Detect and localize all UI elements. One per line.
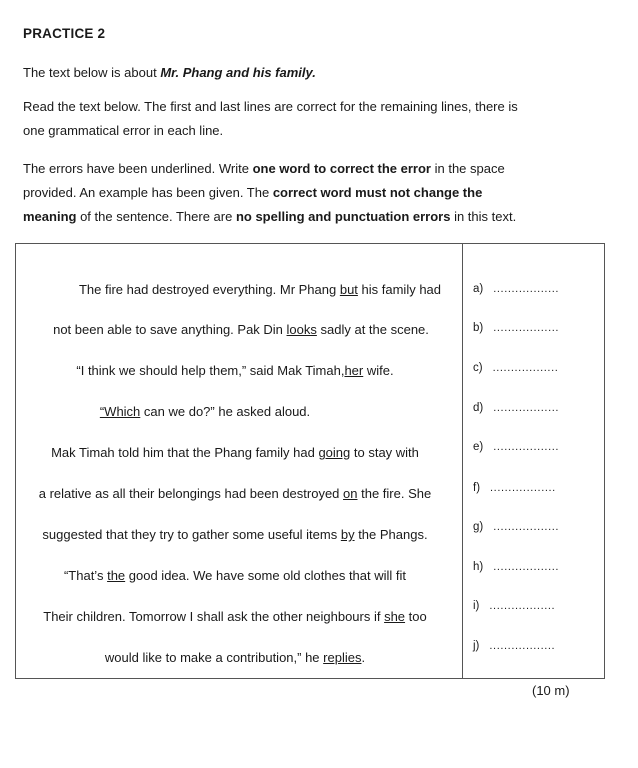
underlined-error: her: [344, 363, 364, 378]
instructions-line-1: Read the text below. The first and last lines are correct for the remaining lines, there is: [23, 99, 518, 114]
answer-dotted-line[interactable]: ..................: [493, 402, 560, 414]
passage-line: [40, 282, 480, 297]
underlined-error: going: [318, 445, 351, 460]
answer-label: i): [473, 600, 480, 612]
answer-dotted-line[interactable]: ..................: [493, 441, 560, 453]
passage-line: [21, 322, 461, 337]
notes-text: in this text.: [450, 209, 517, 224]
answer-label: b): [473, 322, 484, 334]
line-text: wife.: [363, 363, 394, 378]
answer-dotted-line[interactable]: ..................: [489, 640, 556, 652]
notes-line-3: [23, 205, 516, 229]
answer-blank[interactable]: [473, 561, 559, 573]
line-text: Their children. Tomorrow I shall ask the other neighbours if: [43, 609, 385, 624]
passage-line: [15, 527, 455, 542]
answer-label: d): [473, 402, 484, 414]
line-text: “That’s: [63, 568, 108, 583]
passage-line: [15, 445, 455, 460]
instructions-line-2: one grammatical error in each line.: [23, 123, 224, 138]
answer-label: g): [473, 521, 484, 533]
answer-label: e): [473, 441, 484, 453]
total-marks: (10 m): [532, 683, 570, 698]
answer-blank[interactable]: [473, 640, 555, 652]
notes-text: of the sentence. There are: [76, 209, 236, 224]
underlined-error: replies: [323, 650, 362, 665]
answer-dotted-line[interactable]: ..................: [489, 600, 556, 612]
line-text: Mak Timah told him that the Phang family had: [51, 445, 319, 460]
notes-emphasis: correct word must not change the: [272, 185, 483, 200]
underlined-error: she: [384, 609, 406, 624]
notes-emphasis: no spelling and punctuation errors: [235, 209, 451, 224]
underlined-error: but: [339, 282, 358, 297]
underlined-error: the: [107, 568, 126, 583]
line-text: a relative as all their belongings had been destroyed: [38, 486, 344, 501]
answer-blank[interactable]: [473, 441, 559, 453]
passage-line: [15, 568, 455, 583]
passage-line: [15, 363, 455, 378]
underlined-error: “Which: [99, 404, 141, 419]
answer-blank[interactable]: [473, 283, 559, 295]
line-text: The fire had destroyed everything. Mr Phang: [78, 282, 340, 297]
answer-label: j): [473, 640, 480, 652]
line-text: good idea. We have some old clothes that will fit: [125, 568, 407, 583]
underlined-error: by: [340, 527, 355, 542]
passage-line: [0, 404, 425, 419]
answer-blank[interactable]: [473, 600, 555, 612]
line-text: would like to make a contribution,” he: [104, 650, 324, 665]
line-text: sadly at the scene.: [316, 322, 429, 337]
intro-topic: Mr. Phang and his family.: [160, 65, 316, 80]
notes-line-2: [23, 181, 516, 205]
answer-dotted-line[interactable]: ..................: [490, 482, 556, 494]
answer-label: c): [473, 362, 483, 374]
instructions: [23, 95, 518, 143]
passage-line: [15, 650, 455, 665]
column-divider: [462, 243, 463, 679]
answer-label: a): [473, 283, 484, 295]
answer-dotted-line[interactable]: ..................: [492, 362, 559, 374]
passage-line: [15, 486, 455, 501]
passage-line: [15, 609, 455, 624]
answer-dotted-line[interactable]: ..................: [493, 561, 560, 573]
line-text: his family had: [357, 282, 442, 297]
answer-blank[interactable]: [473, 322, 559, 334]
line-text: the Phangs.: [354, 527, 428, 542]
line-text: .: [361, 650, 366, 665]
answer-blank[interactable]: [473, 521, 559, 533]
notes-text: provided. An example has been given. The: [23, 185, 273, 200]
line-text: to stay with: [350, 445, 419, 460]
answer-label: f): [473, 482, 481, 494]
answer-dotted-line[interactable]: ..................: [493, 521, 560, 533]
underlined-error: looks: [286, 322, 317, 337]
underlined-error: on: [343, 486, 358, 501]
line-text: the fire. She: [357, 486, 432, 501]
intro-text: [23, 61, 316, 85]
notes-emphasis: meaning: [23, 209, 77, 224]
line-text: can we do?” he asked aloud.: [140, 404, 311, 419]
answer-label: h): [473, 561, 484, 573]
answer-blank[interactable]: [473, 402, 559, 414]
line-text: “I think we should help them,” said Mak Timah,: [76, 363, 345, 378]
answer-dotted-line[interactable]: ..................: [493, 322, 560, 334]
page-title: PRACTICE 2: [23, 26, 106, 41]
notes: [23, 157, 516, 229]
answer-blank[interactable]: [473, 362, 558, 374]
line-text: not been able to save anything. Pak Din: [53, 322, 287, 337]
line-text: too: [405, 609, 427, 624]
intro-pre: The text below is about: [23, 65, 161, 80]
answer-blank[interactable]: [473, 482, 556, 494]
notes-text: in the space: [430, 161, 505, 176]
notes-emphasis: one word to correct the error: [252, 161, 431, 176]
line-text: suggested that they try to gather some useful items: [42, 527, 341, 542]
answer-dotted-line[interactable]: ..................: [493, 283, 560, 295]
notes-text: The errors have been underlined. Write: [23, 161, 253, 176]
notes-line-1: [23, 157, 516, 181]
